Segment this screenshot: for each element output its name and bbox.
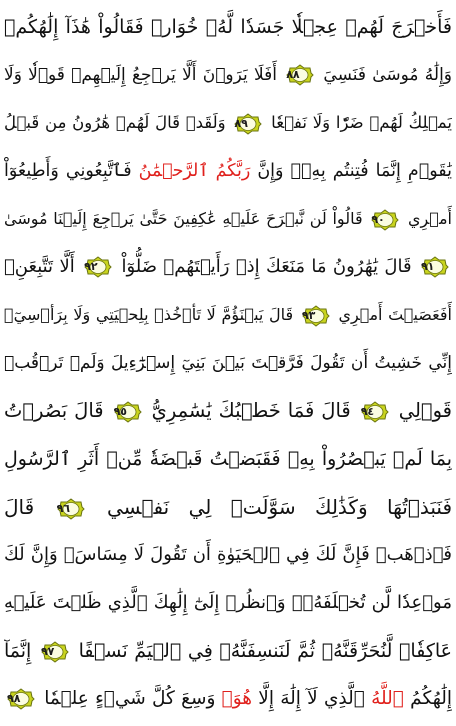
verse-line: [4, 148, 452, 194]
verse-number: ٩٥: [113, 404, 128, 418]
verse-line: [4, 340, 452, 386]
verse-text: إِنِّي خَشِيتُ أَن تَقُولَ فَرَّقۡتَ بَيۡنَ بَنِيٓ إِسۡرَٰٓءِيلَ وَلَمۡ تَرۡقُبۡ: [4, 353, 452, 373]
verse-number: ٩٧: [40, 644, 55, 658]
verse-line: [4, 532, 452, 578]
verse-lines: [4, 4, 452, 722]
verse-text: وَسِعَ كُلَّ شَيۡءٍ عِلۡمٗا: [44, 688, 216, 709]
verse-number-marker: [7, 688, 35, 710]
verse-text: يَمۡلِكُ لَهُمۡ ضَرّٗا وَلَا نَفۡعٗا: [271, 113, 452, 132]
verse-number-marker: [84, 256, 112, 278]
verse-text: أَمۡرِي: [408, 209, 452, 228]
verse-line: [4, 388, 452, 434]
verse-text: إِنَّمَآ: [4, 640, 32, 662]
verse-text: قَالَ يَبۡنَؤُمَّ لَا تَأۡخُذۡ بِلِحۡيَتِي وَلَا بِرَأۡسِيٓۖ: [4, 305, 294, 324]
verse-number-marker: [114, 401, 142, 423]
verse-number-marker: [361, 401, 389, 423]
verse-number: ٩٠: [371, 212, 385, 226]
verse-line: [4, 292, 452, 338]
verse-line: [4, 436, 452, 482]
verse-text: بِمَا لَمۡ يَبۡصُرُواْ بِهِۦ فَقَبَضۡتُ قَبۡضَةٗ مِّنۡ أَثَرِ ٱلرَّسُولِ: [4, 448, 452, 470]
verse-text: فَأَخۡرَجَ لَهُمۡ عِجۡلٗا جَسَدٗا لَّهُۥ خُوَارٞ فَقَالُواْ هَٰذَآ إِلَٰهُكُمۡ: [4, 16, 452, 38]
divine-name-text: هُوَۚ: [221, 688, 253, 709]
verse-number: ٩٤: [360, 404, 375, 418]
verse-text: وَلَقَدۡ قَالَ لَهُمۡ هَٰرُونُ مِن قَبۡلُ: [4, 113, 226, 132]
verse-text: فَٱتَّبِعُونِي وَأَطِيعُوٓاْ: [4, 161, 132, 181]
verse-text: قَالَ: [4, 495, 35, 519]
verse-text: قَالَ بَصُرۡتُ: [4, 399, 104, 422]
verse-line: [4, 196, 452, 242]
verse-text: إِلَٰهُكُمُ: [410, 688, 452, 709]
verse-number: ٩٨: [7, 692, 21, 705]
verse-number: ٩٦: [56, 501, 71, 515]
verse-number: ٩٢: [84, 260, 98, 273]
verse-number-marker: [302, 305, 330, 327]
verse-text: أَفَلَا يَرَوۡنَ أَلَّا يَرۡجِعُ إِلَيۡهِمۡ قَوۡلٗا وَلَا: [4, 65, 277, 85]
verse-number-marker: [57, 498, 85, 520]
verse-text: قَالَ يَٰهَٰرُونُ مَا مَنَعَكَ إِذۡ رَأَيۡتَهُمۡ ضَلُّوٓاْ: [121, 256, 412, 277]
verse-line: [4, 244, 452, 290]
verse-line: [4, 628, 452, 674]
verse-text: عَاكِفٗاۖ لَّنُحَرِّقَنَّهُۥ ثُمَّ لَنَنسِفَنَّهُۥ فِي ٱلۡيَمِّ نَسۡفًا: [78, 640, 452, 662]
divine-name-text: رَبَّكُمُ ٱلرَّحۡمَٰنُ: [138, 161, 251, 181]
verse-text: وَإِلَٰهُ مُوسَىٰ فَنَسِيَ: [323, 65, 452, 85]
verse-text: قَوۡلِي: [398, 399, 452, 422]
verse-text: أَلَّا تَتَّبِعَنِۖ: [4, 256, 75, 277]
verse-number-marker: [371, 209, 399, 231]
divine-name-text: ٱللَّهُ: [371, 688, 404, 709]
verse-text: فَنَبَذۡتُهَا وَكَذَٰلِكَ سَوَّلَتۡ لِي نَفۡسِي: [107, 495, 452, 519]
verse-line: [4, 484, 452, 530]
verse-line: [4, 676, 452, 722]
verse-line: [4, 52, 452, 98]
verse-number-marker: [41, 641, 69, 663]
verse-number-marker: [421, 256, 449, 278]
verse-line: [4, 100, 452, 146]
verse-text: فَٱذۡهَبۡ فَإِنَّ لَكَ فِي ٱلۡحَيَوٰةِ أَن تَقُولَ لَا مِسَاسَۖ وَإِنَّ لَكَ: [4, 544, 452, 565]
verse-line: [4, 580, 452, 626]
verse-number-marker: [234, 113, 262, 135]
verse-number-marker: [286, 64, 314, 86]
verse-number: ٨٩: [234, 116, 248, 130]
verse-text: ٱلَّذِي لَآ إِلَٰهَ إِلَّا: [258, 688, 365, 709]
verse-text: أَفَعَصَيۡتَ أَمۡرِي: [338, 305, 452, 324]
verse-number: ٩١: [420, 260, 435, 273]
verse-number: ٨٨: [286, 68, 300, 81]
verse-text: مَوۡعِدٗا لَّن تُخۡلَفَهُۥۖ وَٱنظُرۡ إِلَىٰٓ إِلَٰهِكَ ٱلَّذِي ظَلۡتَ عَلَيۡهِ: [4, 592, 452, 613]
verse-text: قَالُواْ لَن نَّبۡرَحَ عَلَيۡهِ عَٰكِفِينَ حَتَّىٰ يَرۡجِعَ إِلَيۡنَا مُوسَىٰ: [4, 209, 363, 228]
verse-text: قَالَ فَمَا خَطۡبُكَ يَٰسَٰمِرِيُّ: [151, 399, 351, 422]
verse-text: يَٰقَوۡمِ إِنَّمَا فُتِنتُم بِهِۦۖ وَإِنَّ: [257, 161, 452, 181]
verse-line: [4, 4, 452, 50]
verse-number: ٩٣: [301, 308, 316, 322]
